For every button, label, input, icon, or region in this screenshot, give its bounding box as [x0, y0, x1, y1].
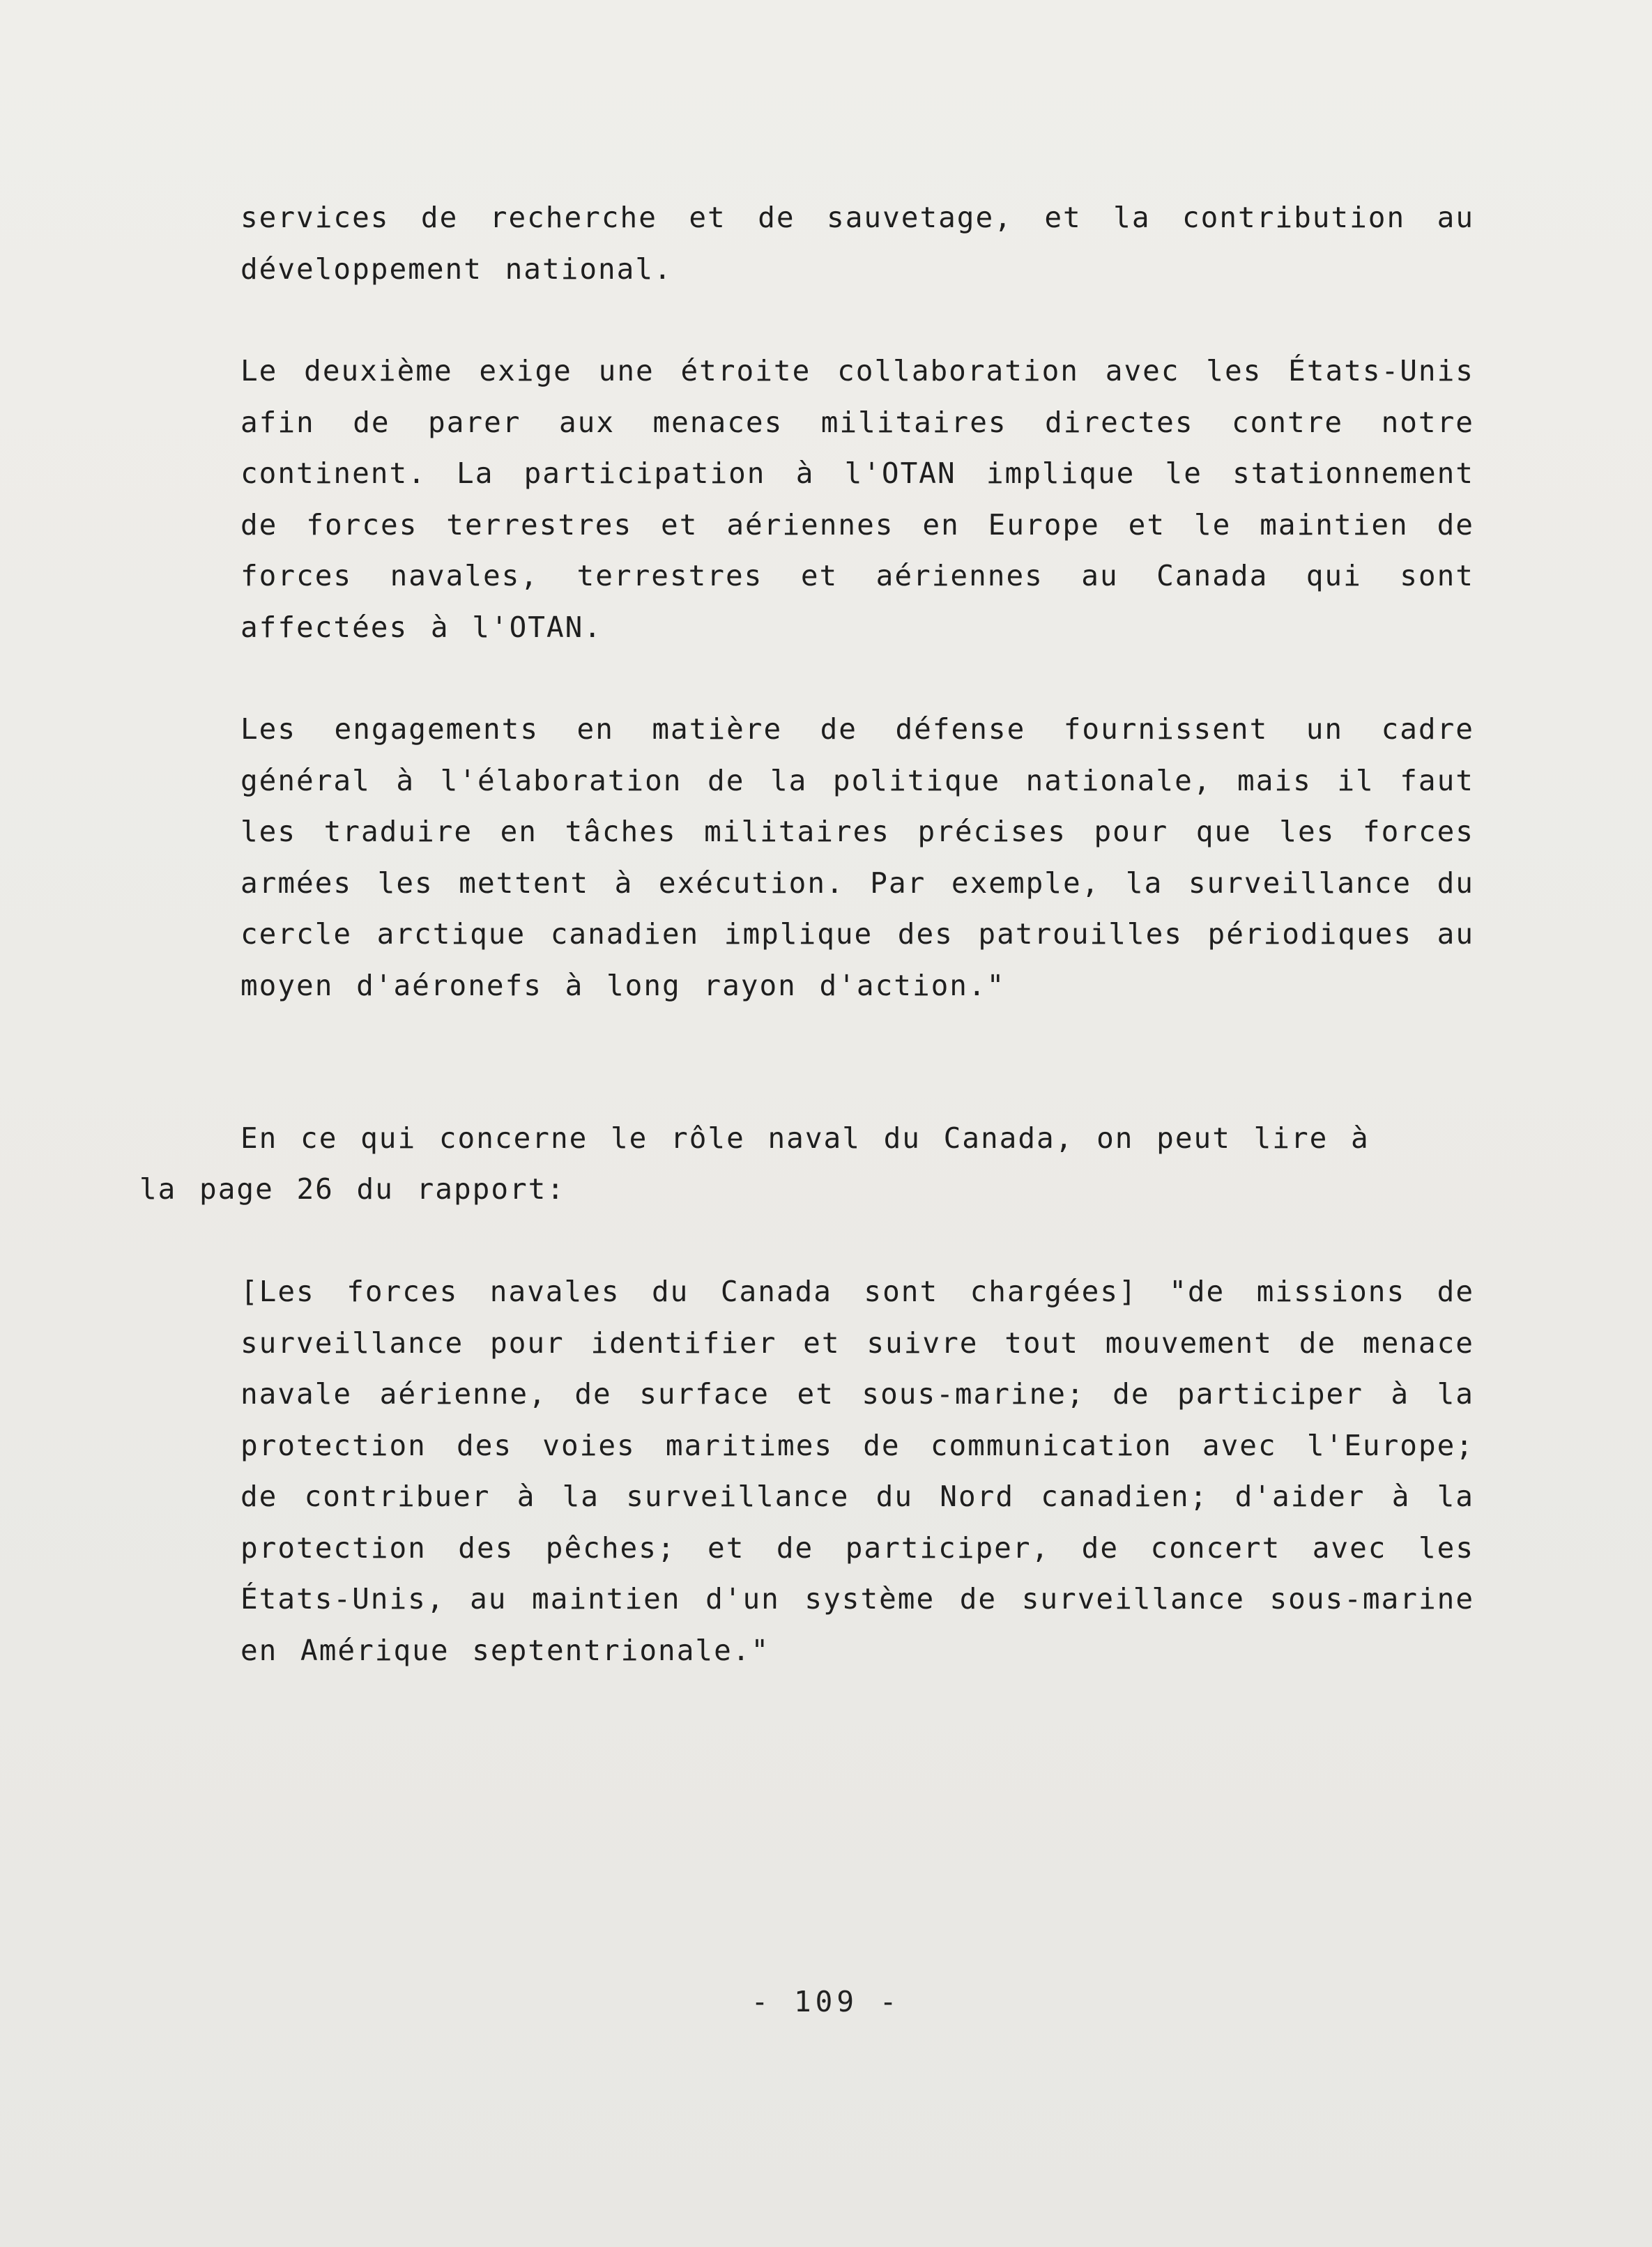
page-number: - 109 - [751, 1985, 901, 2018]
quote-forces-navales: [Les forces navales du Canada sont chargées] "de missions de surveillance pour identifier et suivre tout mouvement de menace navale aérienne, de surface et sous-marine; de participer à la protection des voies maritimes de communication avec l'Europe; de contribuer à la surveillance du Nord canadien; d'aider à la protection des pêches; et de participer, de concert avec les États-Unis, au maintien d'un système de surveillance sous-marine en Amérique septentrionale." [240, 1275, 1474, 1667]
paragraph-deuxieme-engagement: Le deuxième exige une étroite collaboration avec les États-Unis afin de parer aux menaces militaires directes contre notre continent. La participation à l'OTAN implique le stationnement de forces terrestres et aériennes en Europe et le maintien de forces navales, terrestres et aériennes au Canada qui sont affectées à l'OTAN. [240, 354, 1474, 644]
paragraph-services-sauvetage: services de recherche et de sauvetage, et la contribution au développement national. [240, 201, 1474, 286]
paragraph-engagements-defense: Les engagements en matière de défense fournissent un cadre général à l'élaboration de la politique nationale, mais il faut les traduire en tâches militaires précises pour que les forces armées les mettent à exécution. Par exemple, la surveillance du cercle arctique canadien implique des patrouilles périodiques au moyen d'aéronefs à long rayon d'action." [240, 712, 1474, 1002]
paragraph-role-naval-line1: En ce qui concerne le rôle naval du Canada, on peut lire à [240, 1121, 1370, 1155]
paragraph-role-naval-line2: la page 26 du rapport: [139, 1172, 566, 1206]
